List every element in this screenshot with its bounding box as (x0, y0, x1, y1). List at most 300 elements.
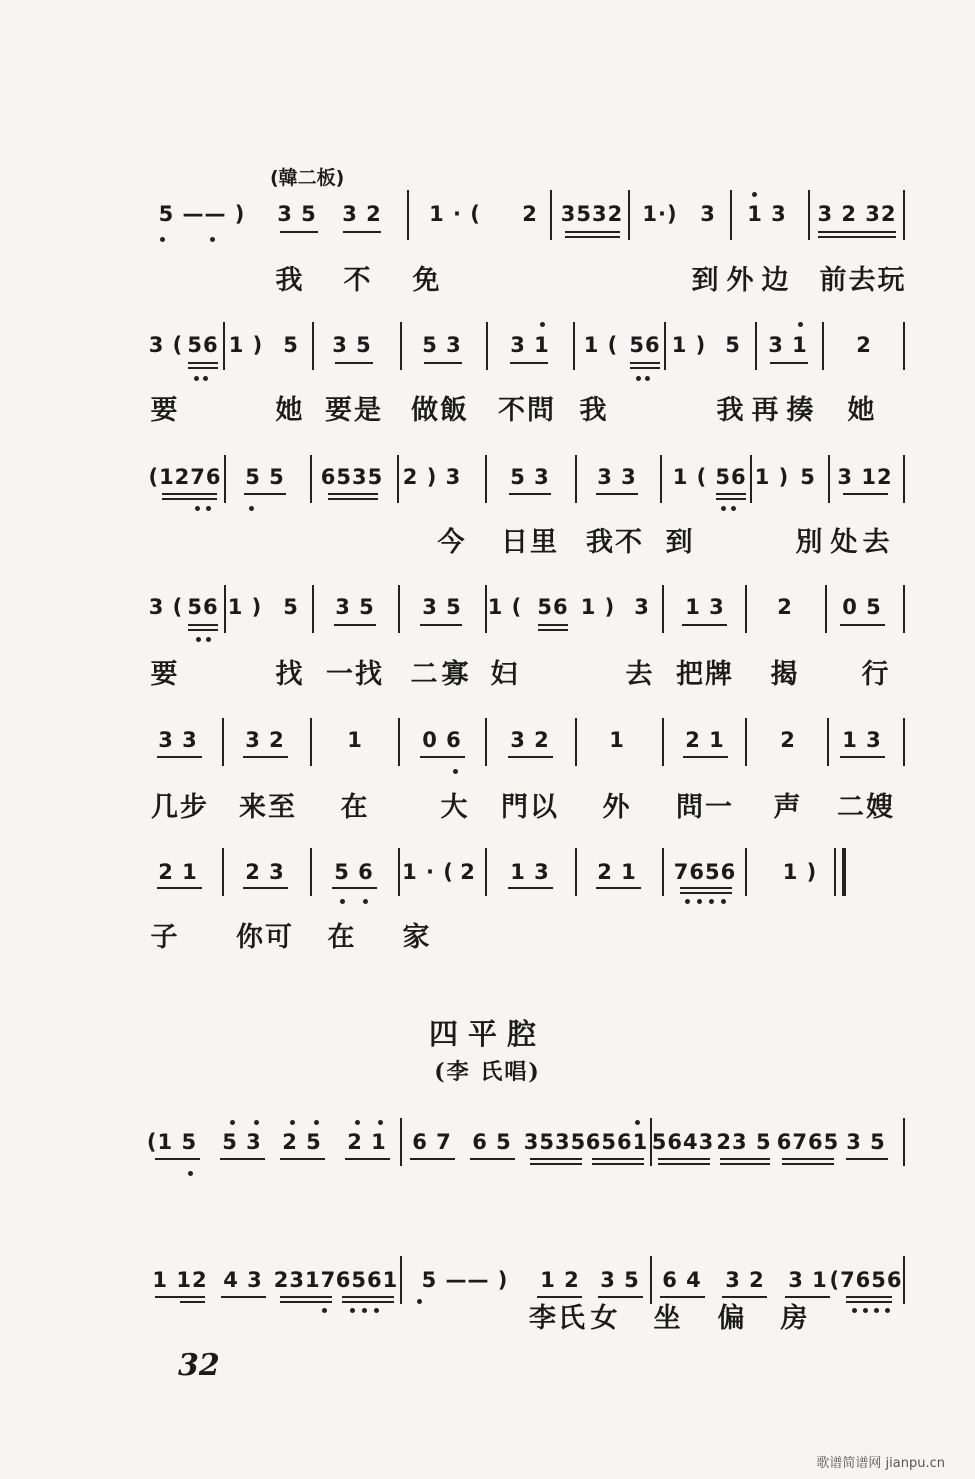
bar-line (575, 848, 577, 896)
note-group: 3 1 (768, 333, 808, 357)
lyric: 我 (579, 395, 609, 426)
note-group: 1 2 (540, 1268, 580, 1292)
lyric: 到 (691, 265, 721, 296)
beat-underline (509, 493, 551, 495)
beat-underline (342, 1301, 394, 1303)
note-group: 23 5 (716, 1130, 772, 1154)
note-group: 56 (187, 333, 219, 357)
beat-underline (843, 493, 888, 495)
beat-underline (565, 231, 620, 233)
bar-line (755, 322, 757, 370)
bar-line (550, 190, 552, 240)
bar-line (750, 455, 752, 503)
lyric: 做飯 (411, 395, 469, 426)
note-group: 6 5 (472, 1130, 512, 1154)
beat-underline (510, 362, 548, 364)
note-group: 2 1 (685, 728, 725, 752)
lyric: 来至 (239, 792, 297, 823)
lyric: 家 (402, 922, 432, 953)
high-octave-dot (798, 322, 803, 327)
beat-underline (220, 1158, 265, 1160)
bar-line (398, 585, 400, 633)
bar-line (662, 848, 664, 896)
note-group: 5 —— ) (421, 1268, 509, 1292)
note-group: 1 3 (747, 202, 787, 226)
beat-underline (155, 1158, 200, 1160)
bar-line (650, 1256, 652, 1304)
lyric: 去 (625, 659, 655, 690)
note-group: 3 ( (148, 595, 184, 619)
beat-underline (846, 1158, 888, 1160)
lyric: 外 (602, 792, 632, 823)
bar-line (310, 848, 312, 896)
beat-underline (596, 493, 638, 495)
note-group: 1 ) (227, 595, 263, 619)
low-octave-dot (417, 1299, 422, 1304)
note-group: 3 12 (837, 465, 893, 489)
note-group: 2 (856, 333, 872, 357)
beat-underline (658, 1158, 710, 1160)
note-group: 3 (634, 595, 650, 619)
bar-line (903, 585, 905, 633)
beat-underline (280, 1158, 325, 1160)
beat-underline (328, 493, 378, 495)
note-group: 56 (629, 333, 661, 357)
bar-line (485, 455, 487, 503)
beat-underline (188, 629, 218, 631)
beat-underline (162, 493, 217, 495)
note-group: 1 ) (754, 465, 790, 489)
low-octave-dot (863, 1308, 868, 1313)
low-octave-dot (206, 506, 211, 511)
lyric: 二嫂 (837, 792, 895, 823)
low-octave-dot (885, 1308, 890, 1313)
bar-line (486, 322, 488, 370)
beat-underline (157, 887, 202, 889)
beat-underline (818, 236, 896, 238)
note-group: 1 ( (672, 465, 708, 489)
lyric: 去 (848, 265, 878, 296)
note-group: 1 ) (782, 860, 818, 884)
bar-line (398, 848, 400, 896)
bar-line (825, 585, 827, 633)
low-octave-dot (203, 376, 208, 381)
low-octave-dot (721, 899, 726, 904)
beat-underline (424, 362, 462, 364)
beat-underline (508, 887, 553, 889)
note-group: (1 5 (146, 1130, 198, 1154)
beat-underline (782, 1163, 834, 1165)
low-octave-dot (645, 376, 650, 381)
lyric: 要 (150, 659, 180, 690)
beat-underline (840, 756, 885, 758)
bar-line (664, 322, 666, 370)
bar-line (730, 190, 732, 240)
beat-underline (420, 624, 462, 626)
bar-line (485, 585, 487, 633)
note-group: 5643 (651, 1130, 715, 1154)
beat-underline (680, 887, 732, 889)
note-group: 2 1 (597, 860, 637, 884)
beat-underline (592, 1163, 644, 1165)
beat-underline (343, 231, 381, 233)
beat-underline (342, 1296, 394, 1298)
note-group: 1 · ( (429, 202, 481, 226)
low-octave-dot (874, 1308, 879, 1313)
note-group: 1 ( (487, 595, 523, 619)
note-group: 5 5 (245, 465, 285, 489)
bar-line (745, 848, 747, 896)
note-group: 1 (609, 728, 625, 752)
note-group: 1 ) (228, 333, 264, 357)
note-group: 1 (347, 728, 363, 752)
note-group: 2 1 (158, 860, 198, 884)
note-group: 1 ) (671, 333, 707, 357)
bar-line (745, 585, 747, 633)
high-octave-dot (254, 1120, 259, 1125)
lyric: 到 (665, 527, 695, 558)
note-group: 3535 (523, 1130, 587, 1154)
lyric: 声 (773, 792, 803, 823)
note-group: 5 —— ) (158, 202, 246, 226)
low-octave-dot (195, 506, 200, 511)
lyric: 再 (751, 395, 781, 426)
beat-underline (188, 362, 218, 364)
beat-underline (680, 892, 732, 894)
bar-line (828, 455, 830, 503)
beat-underline (716, 493, 746, 495)
note-group: 4 3 (223, 1268, 263, 1292)
beat-underline (244, 493, 286, 495)
bar-line (745, 718, 747, 766)
note-group: 3 2 (245, 728, 285, 752)
note-group: 5 (725, 333, 741, 357)
bar-line (662, 585, 664, 633)
bar-line (485, 718, 487, 766)
note-group: 6 4 (662, 1268, 702, 1292)
low-octave-dot (453, 769, 458, 774)
high-octave-dot (290, 1120, 295, 1125)
lyric: 我不 (586, 527, 644, 558)
note-group: 3 5 (422, 595, 462, 619)
note-group: 1 3 (842, 728, 882, 752)
bar-line (222, 848, 224, 896)
beat-underline (720, 1158, 770, 1160)
bar-line (628, 190, 630, 240)
note-group: 1 12 (152, 1268, 208, 1292)
lyric: 边 (761, 265, 791, 296)
note-group: 3 5 (332, 333, 372, 357)
lyric: 我 (716, 395, 746, 426)
note-group: 2 3 (245, 860, 285, 884)
note-group: 1 ) (580, 595, 616, 619)
beat-underline (280, 231, 318, 233)
lyric: 要是 (325, 395, 383, 426)
note-group: 5 (800, 465, 816, 489)
beat-underline (243, 756, 288, 758)
bar-line (223, 322, 225, 370)
final-bar-thin (834, 848, 836, 896)
note-group: 3 1 (510, 333, 550, 357)
beat-underline (840, 624, 885, 626)
note-group: 3 ( (148, 333, 184, 357)
page-number: 32 (178, 1348, 220, 1383)
note-group: 3 5 (600, 1268, 640, 1292)
note-group: 2 (522, 202, 538, 226)
lyric: 玩 (877, 265, 907, 296)
bar-line (485, 848, 487, 896)
bar-line (400, 322, 402, 370)
note-group: (7656 (829, 1268, 903, 1292)
note-group: 1 3 (685, 595, 725, 619)
lyric: 她 (275, 395, 305, 426)
low-octave-dot (362, 1308, 367, 1313)
beat-underline (188, 624, 218, 626)
beat-underline (530, 1158, 582, 1160)
beat-underline (716, 498, 746, 500)
lyric: 行 (861, 659, 891, 690)
lyric: 揍 (786, 395, 816, 426)
note-group: 7656 (673, 860, 737, 884)
note-group: 2 (777, 595, 793, 619)
note-group: 56 (715, 465, 747, 489)
final-bar-thick (842, 848, 846, 896)
bar-line (407, 190, 409, 240)
bar-line (827, 718, 829, 766)
lyric: 不問 (498, 395, 556, 426)
bar-line (903, 718, 905, 766)
beat-underline (770, 362, 808, 364)
high-octave-dot (230, 1120, 235, 1125)
lyric: 二 (410, 659, 440, 690)
lyric: 揭 (770, 659, 800, 690)
bar-line (222, 718, 224, 766)
low-octave-dot (852, 1308, 857, 1313)
beat-underline (658, 1163, 710, 1165)
watermark: 歌谱简谱网 jianpu.cn (816, 1456, 945, 1471)
bar-line (662, 718, 664, 766)
lyric: 寡 (441, 659, 471, 690)
lyric: 門以 (501, 792, 559, 823)
beat-underline (155, 1296, 205, 1298)
bar-line (310, 718, 312, 766)
bar-line (312, 322, 314, 370)
note-group: 1 3 (510, 860, 550, 884)
note-group: 3 2 (342, 202, 382, 226)
bar-line (573, 322, 575, 370)
beat-underline (420, 756, 465, 758)
lyric: 今 (437, 527, 467, 558)
beat-underline (334, 624, 376, 626)
beat-underline (596, 887, 641, 889)
tempo-mark: (韓二板) (270, 167, 345, 189)
lyric: 子 (150, 922, 180, 953)
bar-line (575, 718, 577, 766)
beat-underline (470, 1158, 515, 1160)
note-group: 56 (187, 595, 219, 619)
low-octave-dot (194, 376, 199, 381)
beat-underline (683, 756, 728, 758)
note-group: 1 ( (583, 333, 619, 357)
lyric: 不 (343, 265, 373, 296)
note-group: 3 2 32 (817, 202, 897, 226)
beat-underline (630, 367, 660, 369)
bar-line (312, 585, 314, 633)
note-group: 5 (283, 595, 299, 619)
bar-line (650, 1118, 652, 1166)
lyric: 偏 (717, 1303, 747, 1334)
low-octave-dot (709, 899, 714, 904)
lyric: 日里 (501, 527, 559, 558)
beat-underline (592, 1158, 644, 1160)
beat-underline (410, 1158, 455, 1160)
beat-underline (846, 1301, 892, 1303)
beat-underline (720, 1163, 770, 1165)
bar-line (903, 1118, 905, 1166)
beat-underline (221, 1296, 266, 1298)
lyric: 別 (795, 527, 825, 558)
note-group: 6535 (320, 465, 384, 489)
note-group: 6 7 (412, 1130, 452, 1154)
bar-line (822, 322, 824, 370)
note-group: 2 (460, 860, 476, 884)
note-group: 3 2 (725, 1268, 765, 1292)
lyric: 房 (780, 1303, 810, 1334)
lyric: 要 (150, 395, 180, 426)
lyric: 把牌 (676, 659, 734, 690)
lyric: 女 (590, 1303, 620, 1334)
note-group: 2 5 (282, 1130, 322, 1154)
beat-underline (332, 887, 377, 889)
note-group: 5 3 (222, 1130, 262, 1154)
note-group: 3 1 (788, 1268, 828, 1292)
beat-underline (328, 498, 378, 500)
note-group: 5 3 (422, 333, 462, 357)
beat-underline (162, 498, 217, 500)
note-group: 5 3 (510, 465, 550, 489)
low-octave-dot (374, 1308, 379, 1313)
note-group: 3 3 (597, 465, 637, 489)
low-octave-dot (322, 1308, 327, 1313)
low-octave-dot (249, 506, 254, 511)
note-group: 3 5 (335, 595, 375, 619)
high-octave-dot (540, 322, 545, 327)
note-group: 2 (780, 728, 796, 752)
bar-line (575, 455, 577, 503)
note-group: 3 5 (277, 202, 317, 226)
high-octave-dot (378, 1120, 383, 1125)
low-octave-dot (350, 1308, 355, 1313)
low-octave-dot (188, 1171, 193, 1176)
bar-line (397, 455, 399, 503)
note-group: 3 5 (846, 1130, 886, 1154)
beat-underline (565, 236, 620, 238)
lyric: 前 (819, 265, 849, 296)
beat-underline (280, 1301, 332, 1303)
lyric: 妇 (490, 659, 520, 690)
bar-line (224, 455, 226, 503)
low-octave-dot (363, 899, 368, 904)
beat-underline (846, 1296, 892, 1298)
note-group: 3 3 (158, 728, 198, 752)
lyric: 李氏 (529, 1303, 587, 1334)
note-group: 1 · ( (402, 860, 454, 884)
high-octave-dot (752, 192, 757, 197)
bar-line (903, 190, 905, 240)
note-group: 2317 (273, 1268, 337, 1292)
beat-underline (508, 756, 553, 758)
beat-underline (335, 362, 373, 364)
lyric: 一找 (326, 659, 384, 690)
beat-underline (280, 1296, 332, 1298)
low-octave-dot (210, 237, 215, 242)
beat-underline (530, 1163, 582, 1165)
lyric: 免 (412, 265, 442, 296)
lyric: 在 (340, 792, 370, 823)
note-group: 5 (283, 333, 299, 357)
note-group: 3 (700, 202, 716, 226)
beat-underline (345, 1158, 390, 1160)
lyric: 处 (830, 527, 860, 558)
low-octave-dot (196, 637, 201, 642)
note-group: 3532 (560, 202, 624, 226)
bar-line (660, 455, 662, 503)
low-octave-dot (340, 899, 345, 904)
note-group: 1·) (642, 202, 678, 226)
bar-line (808, 190, 810, 240)
low-octave-dot (721, 506, 726, 511)
low-octave-dot (160, 237, 165, 242)
lyric: 你可 (236, 922, 294, 953)
note-group: 0 6 (422, 728, 462, 752)
lyric: 去 (862, 527, 892, 558)
beat-underline (243, 887, 288, 889)
bar-line (400, 1118, 402, 1166)
note-group: (1276 (148, 465, 222, 489)
note-group: 6561 (335, 1268, 399, 1292)
section-title: 四平腔 (428, 1017, 546, 1051)
low-octave-dot (685, 899, 690, 904)
note-group: 56 (537, 595, 569, 619)
high-octave-dot (314, 1120, 319, 1125)
note-group: 3 2 (510, 728, 550, 752)
bar-line (903, 322, 905, 370)
beat-underline (180, 1301, 205, 1303)
beat-underline (538, 624, 568, 626)
lyric: 她 (847, 395, 877, 426)
beat-underline (538, 629, 568, 631)
section-subtitle: (李 氏唱) (434, 1059, 541, 1085)
lyric: 大 (440, 792, 470, 823)
lyric: 几步 (151, 792, 209, 823)
lyric: 外 (726, 265, 756, 296)
high-octave-dot (635, 1120, 640, 1125)
beat-underline (682, 624, 727, 626)
beat-underline (157, 756, 202, 758)
note-group: 0 5 (842, 595, 882, 619)
lyric: 我 (275, 265, 305, 296)
beat-underline (782, 1158, 834, 1160)
beat-underline (818, 231, 896, 233)
low-octave-dot (697, 899, 702, 904)
low-octave-dot (731, 506, 736, 511)
lyric: 問一 (676, 792, 734, 823)
bar-line (224, 585, 226, 633)
bar-line (903, 1256, 905, 1304)
beat-underline (188, 367, 218, 369)
note-group: 5 6 (334, 860, 374, 884)
high-octave-dot (355, 1120, 360, 1125)
